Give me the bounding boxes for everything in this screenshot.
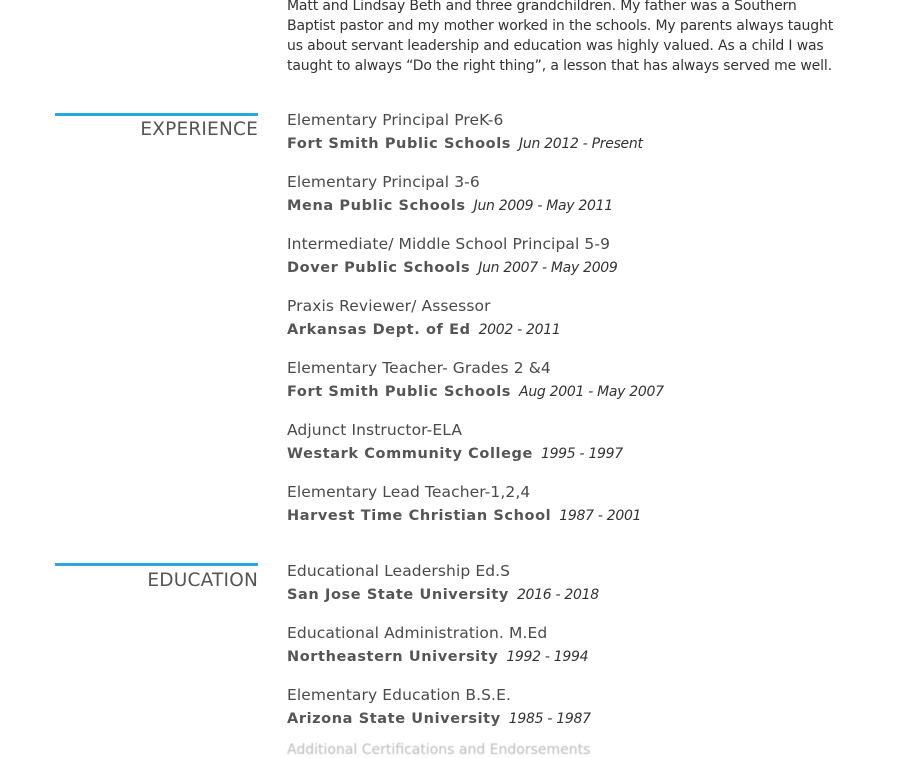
degree-title: Educational Administration. M.Ed	[287, 624, 548, 642]
degree-dates: 1985 - 1987	[508, 711, 591, 727]
employer: Westark Community College	[287, 446, 533, 462]
education-list	[287, 561, 847, 747]
degree-dates: 1992 - 1994	[506, 649, 589, 665]
job-meta	[287, 320, 847, 340]
job-title: Elementary Lead Teacher-1,2,4	[287, 483, 531, 501]
about-line: Matt and Lindsay Beth and three grandchildren. My father was a Southern	[287, 0, 797, 14]
degree-meta	[287, 585, 847, 605]
institution: Northeastern University	[287, 649, 499, 665]
education-entry	[287, 561, 847, 623]
job-dates: 2002 - 2011	[478, 322, 561, 338]
employer: Mena Public Schools	[287, 198, 466, 214]
job-meta	[287, 196, 847, 216]
employer: Fort Smith Public Schools	[287, 384, 512, 400]
experience-entry	[287, 420, 847, 482]
job-dates: Jun 2012 - Present	[519, 136, 643, 152]
education-entry	[287, 623, 847, 685]
job-meta	[287, 444, 847, 464]
education-heading: EDUCATION	[147, 570, 258, 591]
job-title: Praxis Reviewer/ Assessor	[287, 297, 491, 315]
degree-meta	[287, 647, 847, 667]
employer: Harvest Time Christian School	[287, 508, 552, 524]
employer: Fort Smith Public Schools	[287, 136, 512, 152]
institution: Arizona State University	[287, 711, 501, 727]
experience-entry	[287, 358, 847, 420]
about-paragraph	[287, 0, 857, 76]
degree-title: Elementary Education B.S.E.	[287, 686, 511, 704]
job-title: Elementary Principal 3-6	[287, 173, 480, 191]
experience-list	[287, 110, 847, 544]
job-dates: 1987 - 2001	[559, 508, 642, 524]
degree-meta	[287, 709, 847, 729]
job-title: Adjunct Instructor-ELA	[287, 421, 463, 439]
employer: Arkansas Dept. of Ed	[287, 322, 471, 338]
job-dates: Jun 2009 - May 2011	[473, 198, 613, 214]
about-line: taught to always “Do the right thing”, a lesson that has always served me well.	[287, 58, 832, 74]
experience-entry	[287, 234, 847, 296]
employer: Dover Public Schools	[287, 260, 471, 276]
job-meta	[287, 258, 847, 278]
institution: San Jose State University	[287, 587, 509, 603]
experience-entry	[287, 296, 847, 358]
about-line: Baptist pastor and my mother worked in the schools. My parents always taught	[287, 18, 834, 34]
experience-entry	[287, 172, 847, 234]
experience-heading: EXPERIENCE	[140, 119, 258, 140]
job-dates: Jun 2007 - May 2009	[478, 260, 618, 276]
degree-dates: 2016 - 2018	[516, 587, 599, 603]
job-title: Elementary Principal PreK-6	[287, 111, 504, 129]
education-entry	[287, 685, 847, 747]
job-dates: 1995 - 1997	[540, 446, 623, 462]
job-meta	[287, 134, 847, 154]
job-dates: Aug 2001 - May 2007	[519, 384, 664, 400]
education-accent-rule	[55, 563, 258, 566]
about-line: us about servant leadership and education was highly valued. As a child I was	[287, 38, 824, 54]
job-title: Intermediate/ Middle School Principal 5-9	[287, 235, 611, 253]
experience-accent-rule	[55, 113, 258, 116]
experience-entry	[287, 482, 847, 544]
job-meta	[287, 506, 847, 526]
degree-title: Educational Leadership Ed.S	[287, 562, 511, 580]
experience-entry	[287, 110, 847, 172]
job-title: Elementary Teacher- Grades 2 &4	[287, 359, 551, 377]
cutoff-next-entry: Additional Certifications and Endorsements	[287, 742, 591, 758]
job-meta	[287, 382, 847, 402]
